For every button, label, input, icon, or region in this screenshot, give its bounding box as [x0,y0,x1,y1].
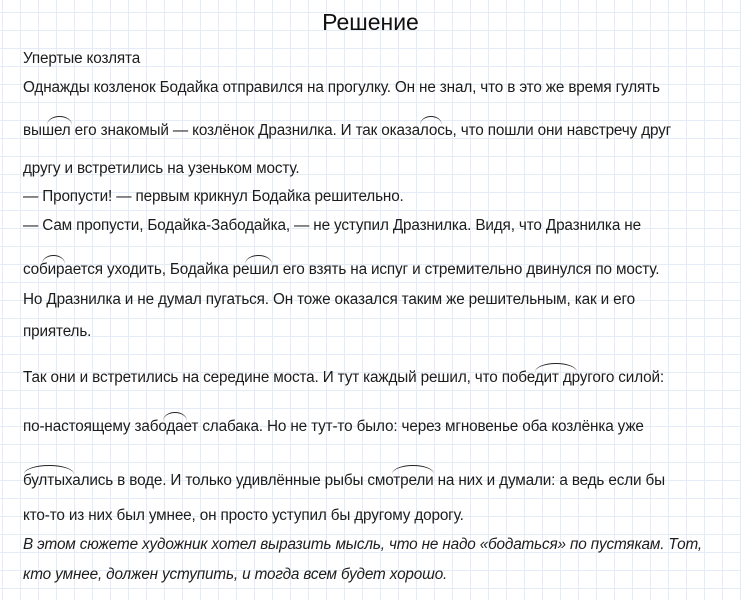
text-line-9: Так они и встретились на середине моста. И тут каждый решил, что победит другого силой: [23,369,664,386]
root-arc-icon [47,116,72,125]
conclusion-line-1: В этом сюжете художник хотел выразить мысль, что не надо «бодаться» по пустякам. Тот, [23,536,702,553]
page-title: Решение [322,9,419,35]
text-line-4: — Пропусти! — первым крикнул Бодайка решительно. [23,188,404,205]
root-arc-icon [245,255,272,264]
text-line-2: вышел его знакомый — козлёнок Дразнилка. И так оказалось, что пошли они навстречу друг [23,122,672,139]
root-arc-icon [392,465,434,474]
root-arc-icon [24,465,74,474]
text-line-1: Однажды козленок Бодайка отправился на прогулку. Он не знал, что в это же время гулять [23,79,660,96]
text-line-8: приятель. [23,323,92,340]
root-arc-icon [420,116,442,125]
root-arc-icon [535,363,577,372]
conclusion-line-2: кто умнее, должен уступить, и тогда всем будет хорошо. [23,566,448,583]
text-line-7: Но Дразнилка и не думал пугаться. Он тоже оказался таким же решительным, как и его [23,291,635,308]
text-line-11: бултыхались в воде. И только удивлённые рыбы смотрели на них и думали: а ведь если бы [23,472,665,489]
text-line-5: — Сам пропусти, Бодайка-Забодайка, — не уступил Дразнилка. Видя, что Дразнилка не [23,217,641,234]
root-arc-icon [163,412,187,421]
text-line-6: собирается уходить, Бодайка решил его взять на испуг и стремительно двинулся по мосту. [23,261,660,278]
root-arc-icon [42,255,65,264]
text-line-3: другу и встретились на узеньком мосту. [23,160,300,177]
text-line-12: кто-то из них был умнее, он просто уступил бы другому дорогу. [23,507,464,524]
text-line-10: по-настоящему забодает слабака. Но не тут-то было: через мгновенье оба козлёнка уже [23,418,644,435]
story-title: Упертые козлята [23,50,141,67]
